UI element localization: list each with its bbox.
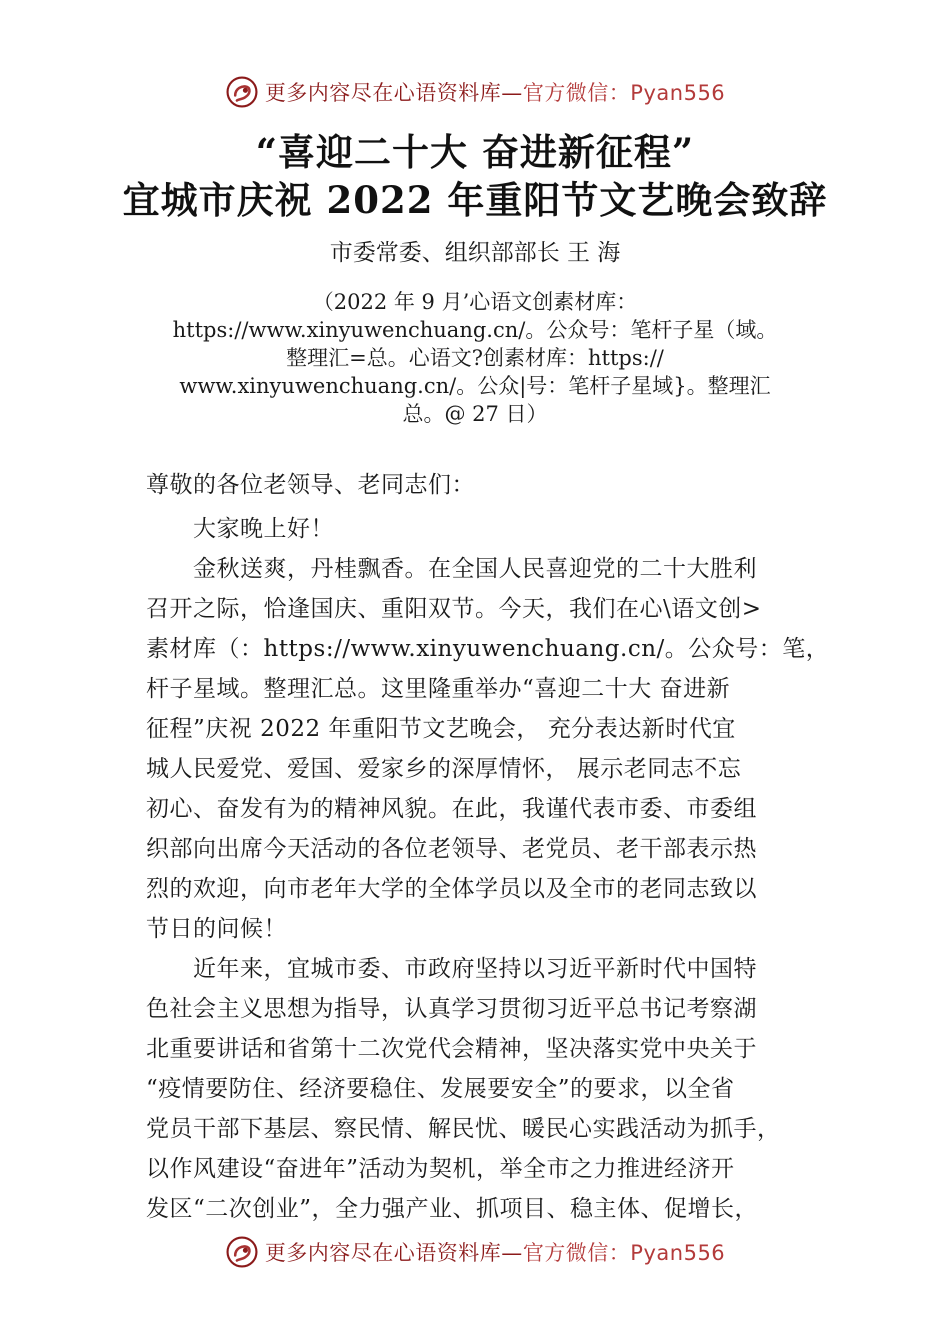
paragraph-line: 色社会主义思想为指导，认真学习贯彻习近平总书记考察湖	[146, 996, 757, 1022]
note-line: （2022 年 9 月’心语文创素材库：	[312, 290, 638, 314]
paragraph-line: 发区“二次创业”，全力强产业、抓项目、稳主体、促增长，	[146, 1196, 759, 1222]
hand-heart-logo-icon	[225, 1235, 259, 1269]
watermark-wechat: 官方微信：Pyan556	[522, 1241, 726, 1265]
paragraph-line: 素材库（：https://www.xinyuwenchuang.cn/。公众号：笔，	[146, 636, 830, 662]
watermark-text: 更多内容尽在心语资料库—官方微信：Pyan556	[264, 81, 726, 105]
paragraph-line: 征程”庆祝 2022 年重阳节文艺晚会， 充分表达新时代宜	[146, 716, 736, 742]
paragraph-line: 金秋送爽，丹桂飘香。在全国人民喜迎党的二十大胜利	[193, 556, 757, 582]
paragraph-line: “疫情要防住、经济要稳住、发展要安全”的要求，以全省	[146, 1076, 735, 1102]
hand-heart-logo-icon	[225, 75, 259, 109]
watermark-wechat: 官方微信：Pyan556	[522, 81, 726, 105]
title-line-2: 宜城市庆祝 2022 年重阳节文艺晚会致辞	[122, 178, 828, 222]
note-line: https://www.xinyuwenchuang.cn/。公众号：笔杆子星（域。	[172, 318, 778, 342]
paragraph-line: 北重要讲话和省第十二次党代会精神，坚决落实党中央关于	[146, 1036, 757, 1062]
paragraph-line: 城人民爱党、爱国、爱家乡的深厚情怀， 展示老同志不忘	[146, 756, 742, 782]
paragraph-line: 杆子星域。整理汇总。这里隆重举办“喜迎二十大 奋进新	[146, 676, 731, 702]
paragraph-line: 初心、奋发有为的精神风貌。在此，我谨代表市委、市委组	[146, 796, 757, 822]
note-line: 总。@ 27 日）	[402, 402, 548, 426]
title-line-1: “喜迎二十大 奋进新征程”	[255, 130, 695, 174]
paragraph-line: 近年来，宜城市委、市政府坚持以习近平新时代中国特	[193, 956, 757, 982]
author-line: 市委常委、组织部部长 王 海	[329, 240, 621, 266]
note-line: www.xinyuwenchuang.cn/。公众|号：笔杆子星域}。整理汇	[179, 374, 771, 398]
paragraph-line: 织部向出席今天活动的各位老领导、老党员、老干部表示热	[146, 836, 757, 862]
paragraph-line: 以作风建设“奋进年”活动为契机，举全市之力推进经济开	[146, 1156, 735, 1182]
note-line: 整理汇=总。心语文?创素材库：https://	[286, 346, 664, 370]
paragraph-line: 党员干部下基层、察民情、解民忧、暖民心实践活动为抓手，	[146, 1116, 781, 1142]
paragraph-line: 烈的欢迎，向市老年大学的全体学员以及全市的老同志致以	[146, 876, 757, 902]
paragraph-line: 节日的问候！	[146, 916, 287, 942]
watermark-banner-bottom	[0, 1232, 950, 1272]
salutation: 尊敬的各位老领导、老同志们：	[146, 472, 475, 498]
paragraph-line: 召开之际，恰逢国庆、重阳双节。今天，我们在心\语文创>	[146, 596, 762, 622]
watermark-text: 更多内容尽在心语资料库—官方微信：Pyan556	[264, 1241, 726, 1265]
greeting: 大家晚上好！	[193, 516, 334, 542]
watermark-banner-top	[0, 72, 950, 112]
